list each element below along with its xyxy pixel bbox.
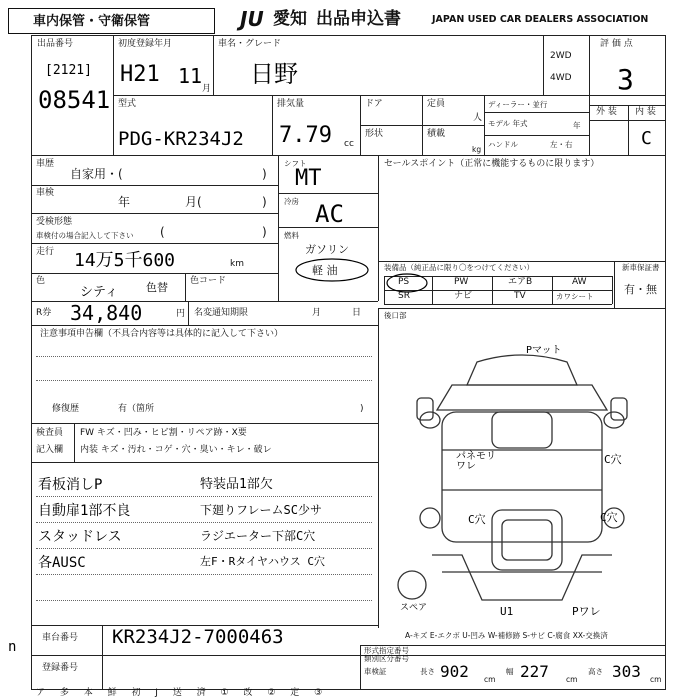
width-value: 227 xyxy=(520,662,549,681)
recycle-value: 34,840 xyxy=(70,301,143,325)
note-4: 各AUSC xyxy=(38,555,86,571)
dimensions-label: 形式指定番号 類別区分番号 xyxy=(364,646,409,663)
chassis-value: KR234J2-7000463 xyxy=(112,626,284,648)
recycle-unit: 円 xyxy=(176,309,186,319)
dimensions-size-label: 車検証 xyxy=(364,667,387,676)
notes-label: 注意事項申告欄（不具合内容等は具体的に記入して下さい） xyxy=(40,329,284,339)
repair-label: 修復歴 xyxy=(52,404,80,414)
dealer-label: ディーラー・並行 xyxy=(488,100,548,109)
org-name: 愛知 xyxy=(273,9,307,29)
repair-close: ) xyxy=(360,404,364,414)
ps-selection-circle xyxy=(384,272,430,294)
note-6: 下廻りフレームSC少サ xyxy=(200,503,322,517)
diagram-mark-p: Pワレ xyxy=(572,605,601,618)
chassis-label: 車台番号 xyxy=(42,633,79,643)
displacement-label: 排気量 xyxy=(277,99,305,109)
reception-open: ( xyxy=(160,225,165,239)
first-reg-month-unit: 月 xyxy=(202,84,212,94)
name-change-month: 月 xyxy=(312,308,322,318)
history-close: ) xyxy=(262,167,267,181)
equipment-aw: AW xyxy=(572,277,587,287)
mileage-label: 走行 xyxy=(36,247,55,257)
mileage-value: 14万5千600 xyxy=(74,250,176,271)
make-label: 車名・グレード xyxy=(218,39,282,49)
diagram-mark-left-panel: パネモリ ワレ xyxy=(456,451,496,472)
grade-label: 評 価 点 xyxy=(600,39,633,49)
capacity-label: 定員 xyxy=(427,99,446,109)
note-8: 左F・Rタイヤハウス C穴 xyxy=(200,555,325,568)
diagram-mark-spare: スペア xyxy=(400,603,428,613)
color-label: 色 xyxy=(36,276,46,286)
handle-label: ハンドル xyxy=(488,140,518,149)
inspector-notes-label: 記入欄 xyxy=(36,445,64,455)
note-2: 自動扉1部不良 xyxy=(38,503,131,519)
drive-2wd: 2WD xyxy=(550,51,572,61)
model-year-label: モデル 年式 xyxy=(488,119,528,128)
inspection-year: 年 xyxy=(118,195,131,209)
equipment-sr: SR xyxy=(398,291,410,301)
name-change-label: 名変通知期限 xyxy=(194,308,249,318)
equipment-airbag: エアB xyxy=(508,277,533,287)
lot-sub-number: [2121] xyxy=(45,63,92,78)
association-name: JAPAN USED CAR DEALERS ASSOCIATION xyxy=(432,14,649,25)
door-label: ドア xyxy=(365,99,383,109)
diagram-mark-top: Pマット xyxy=(526,345,562,356)
fuel-label: 燃料 xyxy=(284,231,299,240)
height-label: 高さ xyxy=(588,667,603,676)
warranty-value: 有・無 xyxy=(624,283,657,296)
org-logo-mark: JU xyxy=(240,7,264,31)
inspector-row-2: 内装 キズ・汚れ・コゲ・穴・臭い・キレ・破レ xyxy=(80,445,272,455)
shift-value: MT xyxy=(295,166,322,191)
history-label: 車歴 xyxy=(36,159,55,169)
displacement-value: 7.79 xyxy=(279,123,332,148)
footer-row: ア 多 本 鮮 初 J 送 済 ① 改 ② 定 ③ xyxy=(36,688,329,698)
reception-hint: 車検付の場合記入して下さい xyxy=(36,231,134,240)
equipment-leather: カワシート xyxy=(556,292,594,301)
vehicle-damage-diagram xyxy=(382,340,662,620)
mileage-unit: km xyxy=(230,259,244,269)
equipment-tv: TV xyxy=(514,291,526,301)
shift-label: シフト xyxy=(284,159,307,168)
first-reg-month: 11 xyxy=(178,64,203,88)
lot-number: 08541 xyxy=(38,86,111,114)
length-unit: cm xyxy=(484,675,496,684)
first-reg-year: H21 xyxy=(120,62,160,87)
form-title: 出品申込書 xyxy=(316,9,401,29)
storage-tag xyxy=(8,8,215,34)
shape-label: 形状 xyxy=(365,129,384,139)
ac-label: 冷房 xyxy=(284,197,299,206)
fuel-value-1: ガソリン xyxy=(305,243,349,256)
handle-options: 左・右 xyxy=(550,140,573,149)
diagram-mark-left-c: C穴 xyxy=(468,513,486,526)
year-unit: 年 xyxy=(573,121,581,130)
drive-4wd: 4WD xyxy=(550,73,572,83)
selling-point-label: セールスポイント（正常に機能するものに限ります） xyxy=(384,159,600,169)
model-label: 型式 xyxy=(118,99,137,109)
storage-tag-text: 車内保管・守衛保管 xyxy=(33,14,151,29)
note-1: 看板消しP xyxy=(38,477,103,493)
fuel-value-2: 軽 油 xyxy=(312,264,338,277)
inspection-label: 車検 xyxy=(36,188,55,198)
first-reg-label: 初度登録年月 xyxy=(118,39,173,49)
equipment-label: 装備品（純正品に限り〇をつけてください） xyxy=(384,263,534,272)
displacement-unit: cc xyxy=(344,139,354,149)
interior-label: 内 装 xyxy=(635,107,656,117)
rear-label: 後口部 xyxy=(384,311,407,320)
width-label: 幅 xyxy=(506,667,514,676)
height-unit: cm xyxy=(650,675,662,684)
warranty-label: 新車保証書 xyxy=(622,263,660,272)
note-5: 特装品1部欠 xyxy=(200,477,273,492)
length-label: 長さ xyxy=(420,667,435,676)
width-unit: cm xyxy=(566,675,578,684)
reception-close: ) xyxy=(262,225,267,239)
ac-value: AC xyxy=(315,200,344,228)
inspector-row-1: FW キズ・凹み・ヒビ割・リペア跡・X要 xyxy=(80,428,247,438)
equipment-navi: ナビ xyxy=(454,291,473,301)
load-label: 積載 xyxy=(427,129,446,139)
color-code-label: 色コード xyxy=(190,276,227,286)
color-value: シティ xyxy=(80,285,118,300)
height-value: 303 xyxy=(612,662,641,681)
grade-value: 3 xyxy=(617,63,634,96)
margin-mark: n xyxy=(8,639,17,655)
lot-label: 出品番号 xyxy=(37,39,74,49)
color-change: 色替 xyxy=(146,281,168,294)
inspector-label: 検査員 xyxy=(36,428,64,438)
diagram-mark-right-c2: C穴 xyxy=(600,511,618,524)
inspection-month: 月( xyxy=(185,195,202,209)
name-change-day: 日 xyxy=(352,308,362,318)
inspection-close: ) xyxy=(262,195,267,209)
load-unit: kg xyxy=(472,145,482,154)
damage-legend: A-キズ E-エクボ U-凹み W-補修跡 S-サビ C-腐食 XX-交換済 xyxy=(405,631,608,640)
history-value: 自家用・( xyxy=(70,167,123,181)
make-value: 日野 xyxy=(250,60,298,88)
repair-value: 有（箇所 xyxy=(118,404,155,414)
length-value: 902 xyxy=(440,662,469,681)
registration-label: 登録番号 xyxy=(42,663,79,673)
exterior-label: 外 装 xyxy=(596,107,617,117)
equipment-ps: PS xyxy=(398,277,410,287)
capacity-unit: 人 xyxy=(473,113,483,123)
equipment-pw: PW xyxy=(454,277,469,287)
fuel-selection-circle xyxy=(292,256,372,284)
reception-label: 受検形態 xyxy=(36,217,73,227)
diagram-mark-u1: U1 xyxy=(500,605,514,618)
interior-value: C xyxy=(641,128,652,149)
note-3: スタッドレス xyxy=(38,529,122,545)
recycle-label: R券 xyxy=(36,308,52,318)
note-7: ラジエーター下部C穴 xyxy=(200,529,316,543)
diagram-mark-right-c: C穴 xyxy=(604,453,622,466)
model-value: PDG-KR234J2 xyxy=(118,128,244,150)
